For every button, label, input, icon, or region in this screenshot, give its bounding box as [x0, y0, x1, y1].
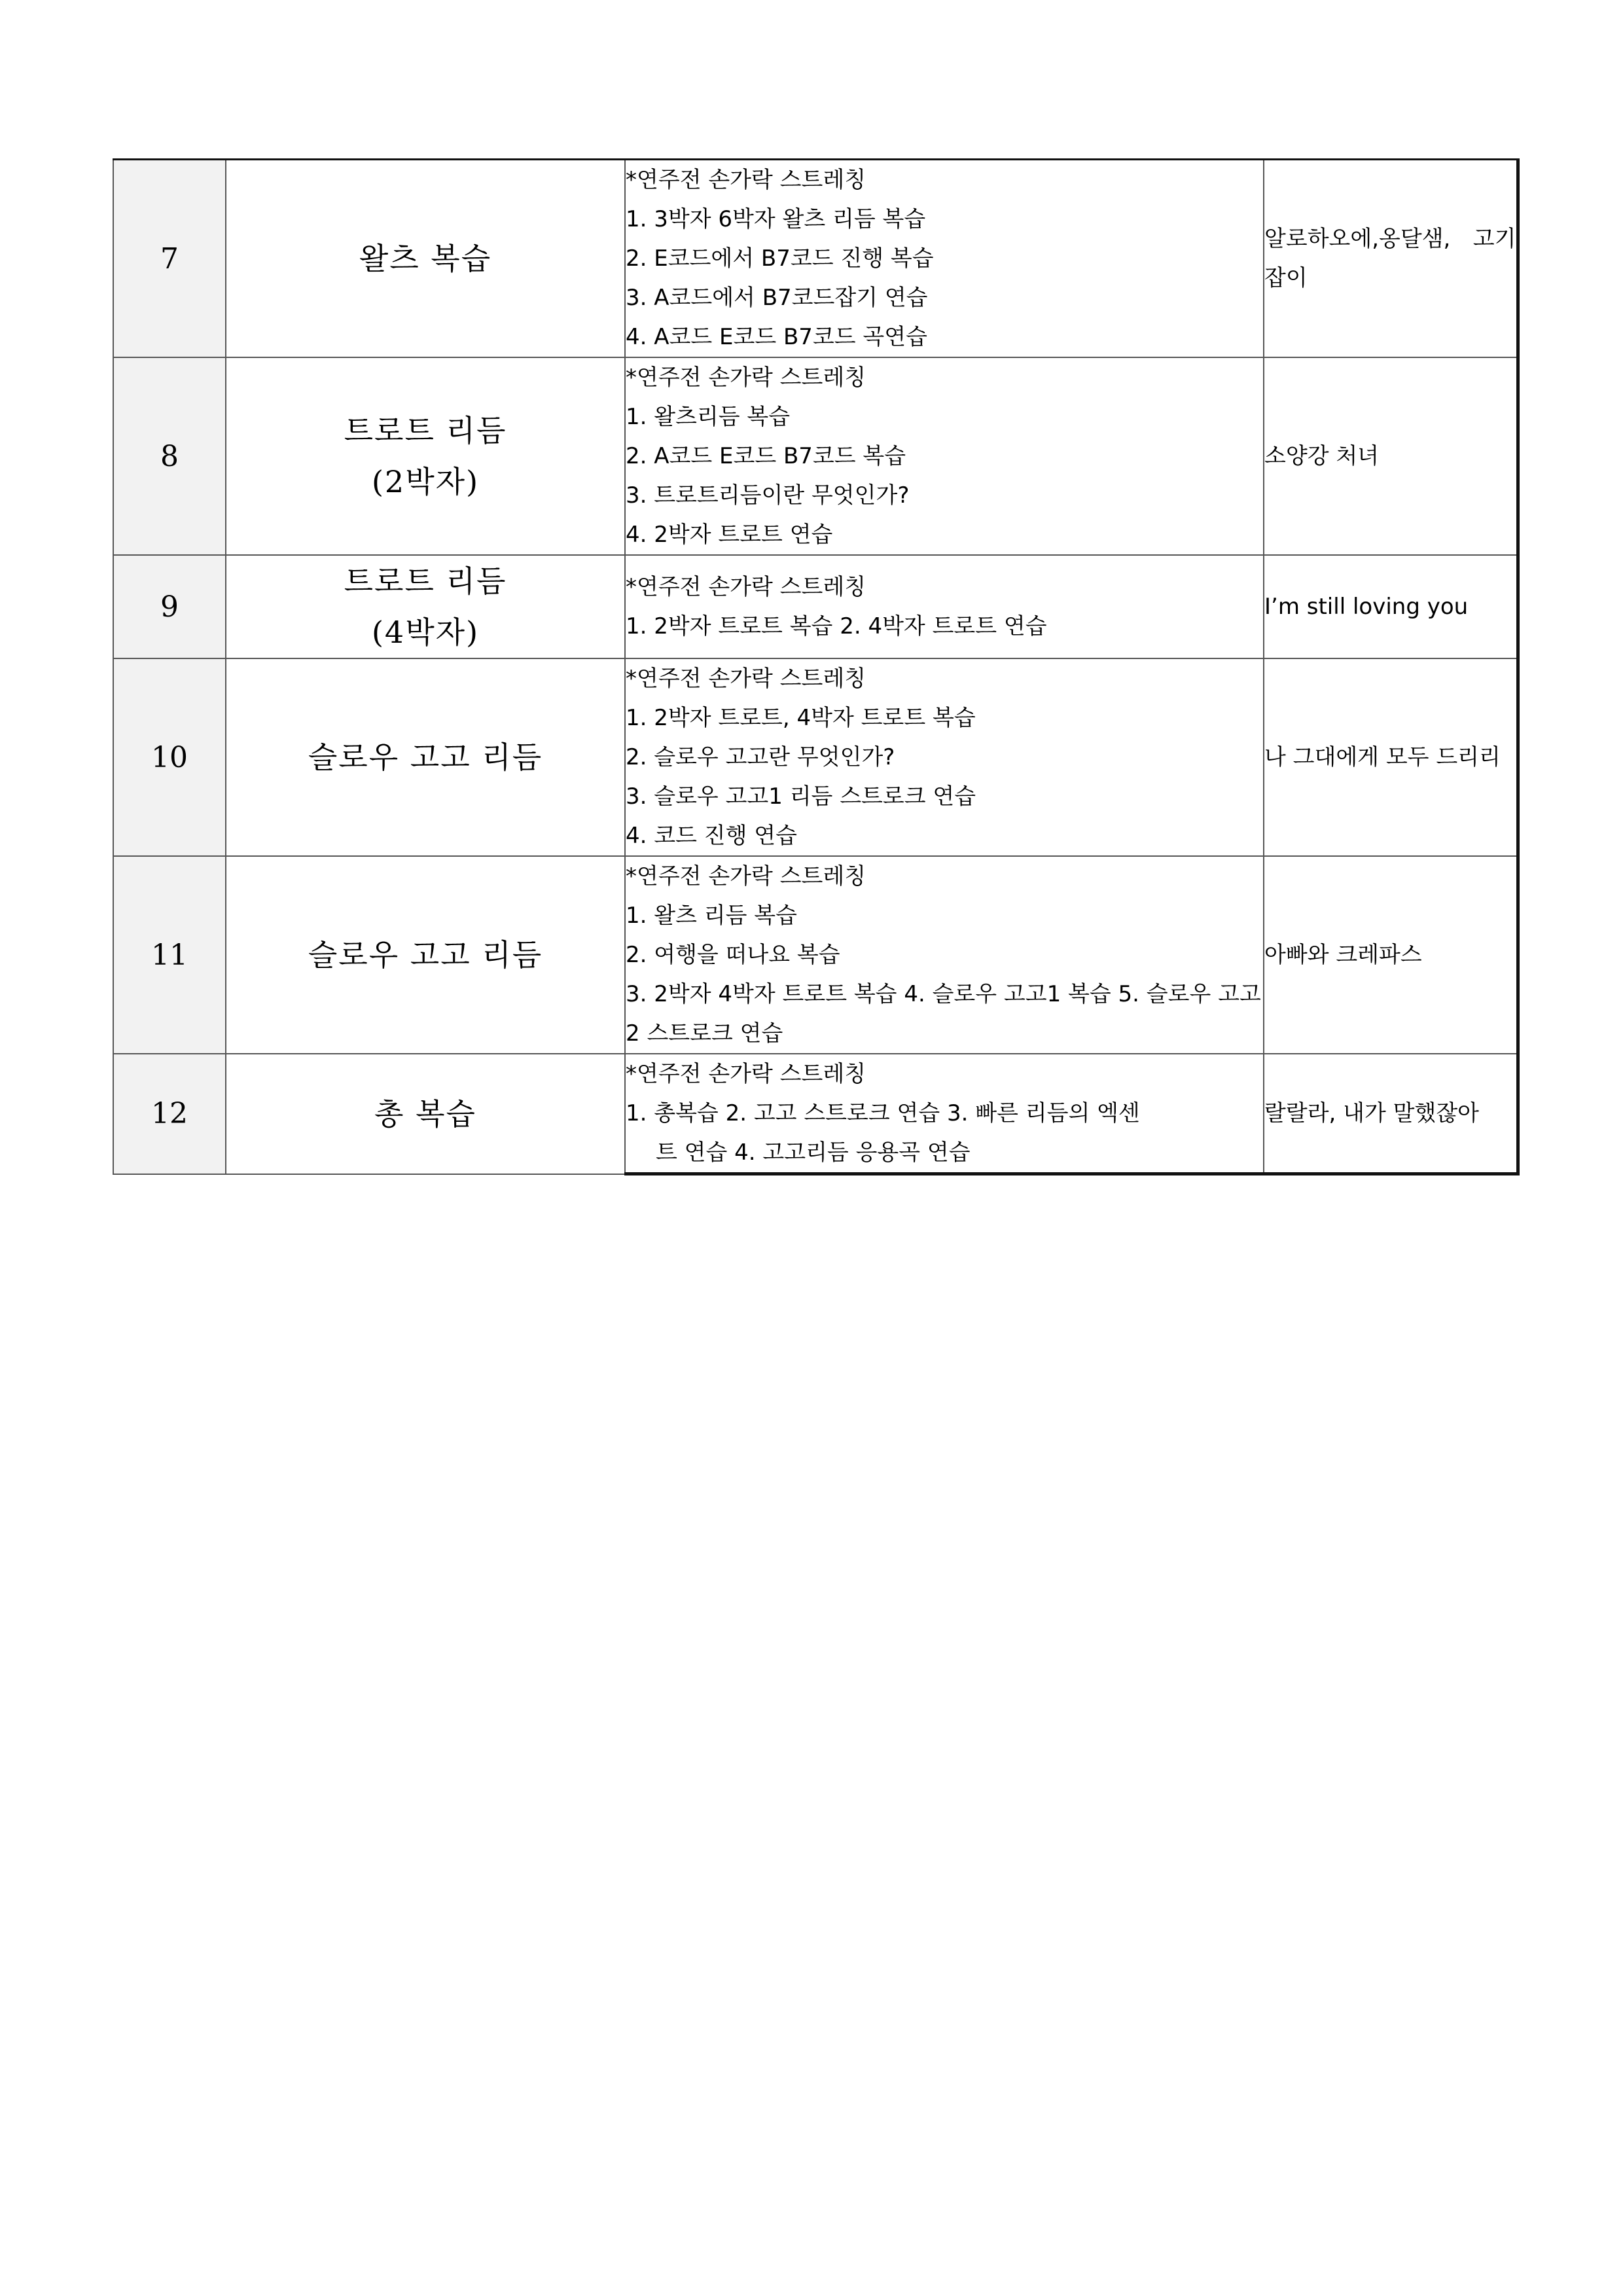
session-number: 11: [113, 856, 226, 1054]
content-line: 3. 2박자 4박자 트로트 복습 4. 슬로우 고고1 복습 5. 슬로우 고고2 스트로크 연습: [626, 981, 1261, 1047]
session-title: [226, 357, 625, 555]
session-content: [625, 160, 1264, 358]
content-line: 1. 3박자 6박자 왈츠 리듬 복습: [626, 206, 926, 232]
content-line: 4. 2박자 트로트 연습: [626, 522, 833, 548]
curriculum-table: [113, 158, 1520, 1175]
session-title: [226, 1054, 625, 1174]
session-title-line: 총 복습: [374, 1096, 476, 1132]
table-row: [113, 856, 1518, 1054]
content-line: *연주전 손가락 스트레칭: [626, 574, 866, 600]
content-line: 2. E코드에서 B7코드 진행 복습: [626, 245, 934, 272]
content-line: 1. 2박자 트로트 복습 2. 4박자 트로트 연습: [626, 613, 1047, 639]
practice-song: 랄랄라, 내가 말했잖아: [1264, 1054, 1518, 1174]
session-title-line: 왈츠 복습: [359, 241, 492, 276]
content-line: *연주전 손가락 스트레칭: [626, 1061, 866, 1087]
content-line: 2. 슬로우 고고란 무엇인가?: [626, 744, 895, 770]
table-row: [113, 357, 1518, 555]
session-content: [625, 357, 1264, 555]
table-row: [113, 160, 1518, 358]
content-line: 4. 코드 진행 연습: [626, 823, 797, 849]
session-title-line: 슬로우 고고 리듬: [308, 937, 543, 973]
session-title-line: 슬로우 고고 리듬: [308, 740, 543, 775]
content-line: 3. 슬로우 고고1 리듬 스트로크 연습: [626, 783, 976, 810]
session-title-line: 트로트 리듬: [344, 413, 507, 448]
session-number: 8: [113, 357, 226, 555]
session-title: [226, 555, 625, 658]
content-line: 트 연습 4. 고고리듬 응용곡 연습: [656, 1139, 971, 1166]
session-number: 12: [113, 1054, 226, 1174]
content-line: *연주전 손가락 스트레칭: [626, 666, 866, 692]
content-line: 2. A코드 E코드 B7코드 복습: [626, 443, 906, 469]
practice-song: 아빠와 크레파스: [1264, 856, 1518, 1054]
session-title-line: (2박자): [371, 464, 480, 499]
content-line: 4. A코드 E코드 B7코드 곡연습: [626, 324, 927, 350]
practice-song: 소양강 처녀: [1264, 357, 1518, 555]
session-number: 9: [113, 555, 226, 658]
content-line: 2. 여행을 떠나요 복습: [626, 942, 840, 968]
content-line: 1. 총복습 2. 고고 스트로크 연습 3. 빠른 리듬의 엑센: [626, 1100, 1140, 1126]
session-title: [226, 658, 625, 856]
content-line: 1. 왈츠리듬 복습: [626, 404, 791, 430]
session-content: [625, 1054, 1264, 1174]
content-line: *연주전 손가락 스트레칭: [626, 167, 866, 193]
content-line: *연주전 손가락 스트레칭: [626, 365, 866, 391]
content-line: 1. 2박자 트로트, 4박자 트로트 복습: [626, 705, 976, 731]
table-row: [113, 1054, 1518, 1174]
content-line: *연주전 손가락 스트레칭: [626, 863, 866, 889]
practice-song: 나 그대에게 모두 드리리: [1264, 658, 1518, 856]
content-line: 1. 왈츠 리듬 복습: [626, 903, 797, 929]
session-title: [226, 160, 625, 358]
table-row: [113, 555, 1518, 658]
content-line: 3. 트로트리듬이란 무엇인가?: [626, 482, 910, 509]
practice-song: 알로하오에,옹달샘, 고기잡이: [1264, 160, 1518, 358]
table-row: [113, 658, 1518, 856]
session-number: 10: [113, 658, 226, 856]
session-title: [226, 856, 625, 1054]
content-line: 3. A코드에서 B7코드잡기 연습: [626, 285, 928, 311]
session-title-line: (4박자): [371, 615, 480, 650]
session-number: 7: [113, 160, 226, 358]
session-content: [625, 658, 1264, 856]
session-title-line: 트로트 리듬: [344, 564, 507, 599]
session-content: [625, 555, 1264, 658]
practice-song: I’m still loving you: [1264, 555, 1518, 658]
session-content: [625, 856, 1264, 1054]
